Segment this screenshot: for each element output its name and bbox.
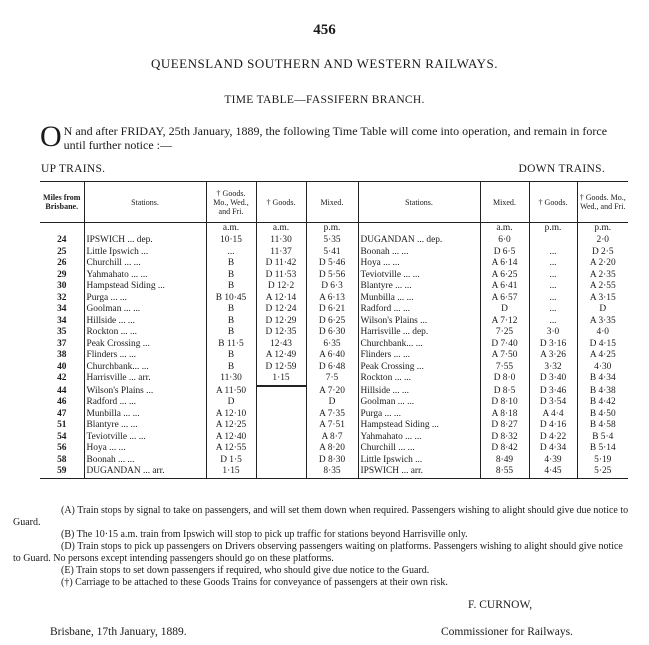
up-station-cell: Rockton ... ... <box>84 327 206 339</box>
up-station-cell: Little Ipswich ... <box>84 247 206 259</box>
table-row <box>40 409 628 421</box>
down-station-cell: Purga ... ... <box>358 409 480 421</box>
down-station-cell: Wilson's Plains ... <box>358 316 480 328</box>
down-goods-cell: D 3·46 <box>529 386 577 398</box>
down-goods-mwf-cell: A 2·35 <box>589 269 616 280</box>
up-goods-cell: D 12·2 <box>256 281 306 293</box>
table-row <box>40 373 628 386</box>
down-goods-mwf-cell: A 2·20 <box>589 258 616 268</box>
header-goods-mwf-up: † Goods. Mo., Wed., and Fri. <box>206 182 256 223</box>
down-station-cell: Blantyre ... ... <box>358 281 480 293</box>
up-mixed-cell: 8·35 <box>306 466 358 478</box>
header-miles: Miles from Brisbane. <box>40 182 84 223</box>
miles-cell: 29 <box>40 270 84 282</box>
up-station-cell: Peak Crossing ... <box>84 339 206 351</box>
down-goods-cell: D 3·54 <box>529 397 577 409</box>
down-station-cell: Churchbank... ... <box>358 339 480 351</box>
down-goods-mwf-cell: B 4·34 <box>589 373 616 383</box>
down-goods-cell: A 4·4 <box>529 409 577 421</box>
miles-cell: 35 <box>40 327 84 339</box>
down-station-cell: Yahmahato ... ... <box>358 432 480 444</box>
miles-cell: 24 <box>40 235 84 247</box>
up-goods-mwf-cell: 1·15 <box>206 466 256 478</box>
down-mixed-cell: D <box>480 304 529 316</box>
company-heading: QUEENSLAND SOUTHERN AND WESTERN RAILWAYS. <box>150 56 499 71</box>
up-station-cell: Radford ... ... <box>84 397 206 409</box>
up-mixed-cell: A 7·35 <box>306 409 358 421</box>
up-mixed-cell: D 8·30 <box>306 455 358 467</box>
up-station-cell: IPSWICH ... dep. <box>84 235 206 247</box>
table-row <box>40 443 628 455</box>
up-goods-mwf-cell: D <box>206 397 256 409</box>
down-goods-mwf-cell: 4·0 <box>596 327 609 337</box>
miles-cell: 30 <box>40 281 84 293</box>
footnote: (A) Train stops by signal to take on passengers, and will set them down when required. Passengers wishing to alight should give due notice to Guard. <box>13 505 629 528</box>
up-station-cell: Teviotville ... ... <box>84 432 206 444</box>
down-mixed-cell: D 8·5 <box>480 386 529 398</box>
footnote: (D) Train stops to pick up passengers on Drivers observing passengers waiting on platforms. Passengers wishing to alight should give notice to Guard. No persons except intending passengers should go on these platforms. <box>13 541 623 564</box>
header-stations-down: Stations. <box>358 182 480 223</box>
up-mixed-cell: D 6·3 <box>306 281 358 293</box>
table-row <box>40 304 628 316</box>
down-station-cell: Rockton ... ... <box>358 373 480 386</box>
down-station-cell: Little Ipswich ... <box>358 455 480 467</box>
up-mixed-cell: A 6·40 <box>306 350 358 362</box>
down-mixed-cell: D 6·5 <box>480 247 529 259</box>
miles-cell: 34 <box>40 316 84 328</box>
down-goods-cell: 3·0 <box>529 327 577 339</box>
up-station-cell: Hillside ... ... <box>84 316 206 328</box>
up-mixed-cell: D 6·30 <box>306 327 358 339</box>
units-row <box>40 223 628 236</box>
down-goods-cell: A 3·26 <box>529 350 577 362</box>
up-goods-cell: D 12·35 <box>256 327 306 339</box>
unit: p.m. <box>529 223 577 236</box>
down-mixed-cell: A 7·50 <box>480 350 529 362</box>
up-goods-cell <box>256 397 306 409</box>
footnote: (†) Carriage to be attached to these Goods Trains for conveyance of passengers at their own risk. <box>61 577 448 588</box>
up-goods-mwf-cell: A 12·55 <box>206 443 256 455</box>
down-mixed-cell: A 8·18 <box>480 409 529 421</box>
down-goods-cell: D 3·40 <box>529 373 577 386</box>
table-row <box>40 350 628 362</box>
dateline: Brisbane, 17th January, 1889. <box>50 626 187 638</box>
table-row <box>40 258 628 270</box>
up-goods-cell: 11·30 <box>256 235 306 247</box>
up-goods-cell: D 12·24 <box>256 304 306 316</box>
up-goods-cell <box>256 455 306 467</box>
notice-paragraph <box>40 120 620 153</box>
up-goods-cell <box>256 386 306 398</box>
up-goods-cell <box>256 420 306 432</box>
down-mixed-cell: A 6·41 <box>480 281 529 293</box>
miles-cell: 59 <box>40 466 84 478</box>
signature-name: F. CURNOW, <box>468 599 533 611</box>
up-mixed-cell: D 6·25 <box>306 316 358 328</box>
miles-cell: 38 <box>40 350 84 362</box>
up-station-cell: Churchill ... ... <box>84 258 206 270</box>
header-mixed-down: Mixed. <box>480 182 529 223</box>
unit: p.m. <box>594 223 612 233</box>
down-mixed-cell: D 8·27 <box>480 420 529 432</box>
up-goods-cell: 11·37 <box>256 247 306 259</box>
table-row <box>40 270 628 282</box>
up-goods-mwf-cell: A 12·25 <box>206 420 256 432</box>
table-row <box>40 327 628 339</box>
up-goods-cell <box>256 409 306 421</box>
down-mixed-cell: A 6·25 <box>480 270 529 282</box>
down-goods-mwf-cell: 2·0 <box>596 235 609 245</box>
up-goods-cell: A 12·49 <box>256 350 306 362</box>
up-goods-mwf-cell: 10·15 <box>206 235 256 247</box>
up-goods-cell: D 12·29 <box>256 316 306 328</box>
down-mixed-cell: D 8·42 <box>480 443 529 455</box>
timetable <box>40 181 628 479</box>
up-goods-mwf-cell: B <box>206 362 256 374</box>
down-goods-cell: ... <box>529 281 577 293</box>
down-goods-cell: D 4·34 <box>529 443 577 455</box>
up-station-cell: Wilson's Plains ... <box>84 386 206 398</box>
down-goods-mwf-cell: B 5·14 <box>589 443 616 453</box>
table-row <box>40 455 628 467</box>
up-goods-mwf-cell: B <box>206 327 256 339</box>
header-goods-mwf-down: † Goods. Mo., Wed., and Fri. <box>577 182 628 223</box>
up-mixed-cell: 7·5 <box>306 373 358 386</box>
miles-cell: 42 <box>40 373 84 386</box>
down-mixed-cell: A 6·14 <box>480 258 529 270</box>
table-row <box>40 362 628 374</box>
up-station-cell: Boonah ... ... <box>84 455 206 467</box>
notice-text: N and after FRIDAY, 25th January, 1889, the following Time Table will come into operation, and remain in force until further notice :— <box>63 124 608 152</box>
down-goods-cell: ... <box>529 247 577 259</box>
up-goods-mwf-cell: B <box>206 258 256 270</box>
up-goods-cell: D 11·53 <box>256 270 306 282</box>
up-goods-mwf-cell: A 11·50 <box>206 386 256 398</box>
up-mixed-cell: D 5·46 <box>306 258 358 270</box>
down-goods-cell: ... <box>529 304 577 316</box>
up-station-cell: Munbilla ... ... <box>84 409 206 421</box>
down-station-cell: IPSWICH ... arr. <box>358 466 480 478</box>
page-number: 456 <box>313 22 336 38</box>
drop-cap: O <box>40 120 62 153</box>
down-station-cell: Hoya ... ... <box>358 258 480 270</box>
up-goods-mwf-cell: A 12·40 <box>206 432 256 444</box>
down-station-cell: Radford ... ... <box>358 304 480 316</box>
down-station-cell: Hillside ... ... <box>358 386 480 398</box>
miles-cell: 32 <box>40 293 84 305</box>
miles-cell: 54 <box>40 432 84 444</box>
table-row <box>40 293 628 305</box>
up-mixed-cell: 5·35 <box>306 235 358 247</box>
down-station-cell: Munbilla ... ... <box>358 293 480 305</box>
up-station-cell: Hoya ... ... <box>84 443 206 455</box>
up-station-cell: Flinders ... ... <box>84 350 206 362</box>
down-goods-cell: ... <box>529 316 577 328</box>
up-mixed-cell: A 6·13 <box>306 293 358 305</box>
miles-cell: 51 <box>40 420 84 432</box>
down-goods-mwf-cell: D 4·15 <box>589 338 616 349</box>
down-goods-cell: D 3·16 <box>529 339 577 351</box>
down-station-cell: Boonah ... ... <box>358 247 480 259</box>
up-goods-cell: 12·43 <box>256 339 306 351</box>
down-goods-cell: ... <box>529 293 577 305</box>
table-row <box>40 466 628 478</box>
up-goods-cell <box>256 443 306 455</box>
down-station-cell: Harrisville ... dep. <box>358 327 480 339</box>
down-goods-mwf-cell: B 4·58 <box>589 420 616 430</box>
up-station-cell: DUGANDAN ... arr. <box>84 466 206 478</box>
up-mixed-cell: D <box>306 397 358 409</box>
up-station-cell: Harrisville ... arr. <box>84 373 206 386</box>
down-goods-cell: ... <box>529 258 577 270</box>
miles-cell: 44 <box>40 386 84 398</box>
signature-title: Commissioner for Railways. <box>441 626 573 638</box>
down-mixed-cell: D 8·0 <box>480 373 529 386</box>
up-goods-cell <box>256 432 306 444</box>
header-stations-up: Stations. <box>84 182 206 223</box>
up-goods-mwf-cell: B 11·5 <box>206 339 256 351</box>
up-mixed-cell: A 7·51 <box>306 420 358 432</box>
up-mixed-cell: A 8·7 <box>306 432 358 444</box>
up-goods-cell <box>256 466 306 478</box>
table-row <box>40 235 628 247</box>
down-station-cell: Flinders ... ... <box>358 350 480 362</box>
up-goods-mwf-cell: B <box>206 270 256 282</box>
down-goods-mwf-cell: B 5·4 <box>592 431 614 442</box>
table-row <box>40 339 628 351</box>
miles-cell: 25 <box>40 247 84 259</box>
down-mixed-cell: 7·25 <box>480 327 529 339</box>
down-station-cell: Churchill ... ... <box>358 443 480 455</box>
up-goods-mwf-cell: B <box>206 281 256 293</box>
up-goods-mwf-cell: D 1·5 <box>206 455 256 467</box>
up-station-cell: Yahmahato ... ... <box>84 270 206 282</box>
footnote: (B) The 10·15 a.m. train from Ipswich will stop to pick up traffic for stations beyond Harrisville only. <box>61 529 468 540</box>
down-station-cell: DUGANDAN ... dep. <box>358 235 480 247</box>
miles-cell: 37 <box>40 339 84 351</box>
up-goods-cell: D 11·42 <box>256 258 306 270</box>
footnote: (E) Train stops to set down passengers if required, who should give due notice to the Guard. <box>61 565 430 576</box>
down-mixed-cell: 7·55 <box>480 362 529 374</box>
down-goods-mwf-cell: A 2·55 <box>589 281 616 291</box>
up-mixed-cell: 6·35 <box>306 339 358 351</box>
down-goods-cell <box>529 235 577 247</box>
down-goods-mwf-cell: 5·19 <box>594 454 612 465</box>
unit: a.m. <box>256 223 306 236</box>
down-goods-cell: 3·32 <box>529 362 577 374</box>
down-mixed-cell: A 7·12 <box>480 316 529 328</box>
down-mixed-cell: D 8·10 <box>480 397 529 409</box>
up-goods-mwf-cell: ... <box>206 247 256 259</box>
down-mixed-cell: D 7·40 <box>480 339 529 351</box>
up-goods-mwf-cell: 11·30 <box>206 373 256 386</box>
unit: a.m. <box>480 223 529 236</box>
down-goods-cell: 4·45 <box>529 466 577 478</box>
down-station-cell: Goolman ... ... <box>358 397 480 409</box>
timetable-title: TIME TABLE—FASSIFERN BRANCH. <box>224 94 425 106</box>
down-goods-mwf-cell: B 4·38 <box>589 385 616 396</box>
unit: p.m. <box>306 223 358 236</box>
down-goods-cell: ... <box>529 270 577 282</box>
header-goods-down: † Goods. <box>529 182 577 223</box>
miles-cell: 56 <box>40 443 84 455</box>
miles-cell: 26 <box>40 258 84 270</box>
down-goods-cell: D 4·16 <box>529 420 577 432</box>
miles-cell: 46 <box>40 397 84 409</box>
up-goods-mwf-cell: A 12·10 <box>206 409 256 421</box>
down-trains-label: DOWN TRAINS. <box>518 163 605 175</box>
up-station-cell: Goolman ... ... <box>84 304 206 316</box>
table-row <box>40 432 628 444</box>
down-goods-mwf-cell: B 4·50 <box>589 408 616 419</box>
header-goods-up: † Goods. <box>256 182 306 223</box>
down-goods-mwf-cell: D <box>599 304 607 314</box>
down-station-cell: Teviotville ... ... <box>358 270 480 282</box>
down-mixed-cell: 8·55 <box>480 466 529 478</box>
down-station-cell: Peak Crossing ... <box>358 362 480 374</box>
table-row <box>40 420 628 432</box>
down-goods-mwf-cell: B 4·42 <box>589 397 616 407</box>
miles-cell: 58 <box>40 455 84 467</box>
header-mixed-up: Mixed. <box>306 182 358 223</box>
down-goods-mwf-cell: D 2·5 <box>591 246 614 257</box>
up-station-cell: Purga ... ... <box>84 293 206 305</box>
up-goods-cell: D 12·59 <box>256 362 306 374</box>
table-row <box>40 316 628 328</box>
up-mixed-cell: 5·41 <box>306 247 358 259</box>
down-goods-mwf-cell: A 3·35 <box>589 315 616 326</box>
up-mixed-cell: A 8·20 <box>306 443 358 455</box>
up-station-cell: Churchbank... ... <box>84 362 206 374</box>
unit: a.m. <box>206 223 256 236</box>
down-goods-cell: 4·39 <box>529 455 577 467</box>
table-row <box>40 397 628 409</box>
up-goods-cell: A 12·14 <box>256 293 306 305</box>
up-goods-mwf-cell: B 10·45 <box>206 293 256 305</box>
up-mixed-cell: A 7·20 <box>306 386 358 398</box>
up-goods-cell: 1·15 <box>256 373 306 386</box>
miles-cell: 34 <box>40 304 84 316</box>
up-goods-mwf-cell: B <box>206 316 256 328</box>
miles-cell: 47 <box>40 409 84 421</box>
up-station-cell: Hampstead Siding ... <box>84 281 206 293</box>
up-goods-mwf-cell: B <box>206 350 256 362</box>
up-trains-label: UP TRAINS. <box>41 163 106 175</box>
down-mixed-cell: D 8·32 <box>480 432 529 444</box>
down-goods-mwf-cell: A 4·25 <box>589 350 616 360</box>
down-goods-mwf-cell: 4·30 <box>594 361 612 372</box>
footnotes <box>13 505 633 589</box>
up-mixed-cell: D 6·48 <box>306 362 358 374</box>
down-mixed-cell: 6·0 <box>480 235 529 247</box>
table-header-row <box>40 182 628 223</box>
up-goods-mwf-cell: B <box>206 304 256 316</box>
down-station-cell: Hampstead Siding ... <box>358 420 480 432</box>
up-station-cell: Blantyre ... ... <box>84 420 206 432</box>
table-row <box>40 386 628 398</box>
down-goods-mwf-cell: A 3·15 <box>589 292 616 303</box>
down-goods-cell: D 4·22 <box>529 432 577 444</box>
up-mixed-cell: D 6·21 <box>306 304 358 316</box>
down-mixed-cell: 8·49 <box>480 455 529 467</box>
up-mixed-cell: D 5·56 <box>306 270 358 282</box>
table-row <box>40 247 628 259</box>
miles-cell: 40 <box>40 362 84 374</box>
table-row <box>40 281 628 293</box>
down-goods-mwf-cell: 5·25 <box>577 466 628 478</box>
down-mixed-cell: A 6·57 <box>480 293 529 305</box>
